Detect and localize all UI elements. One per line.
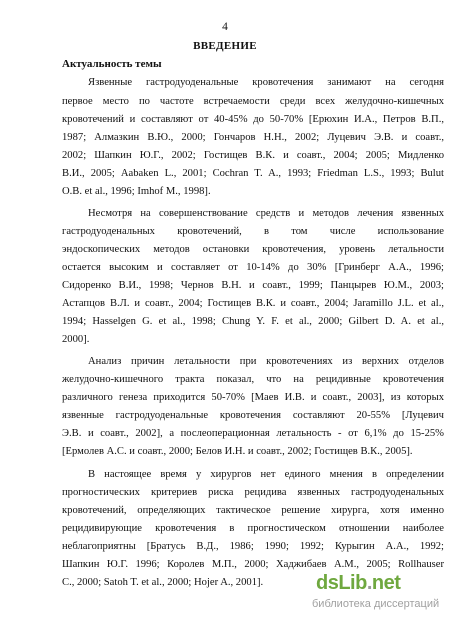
- section-heading: ВВЕДЕНИЕ: [193, 40, 257, 52]
- text-line: O.B. et al., 1996; Imhof M., 1998].: [62, 186, 211, 197]
- text-line: Анализ причин летальности при кровотечениях из верхних отделов: [88, 356, 444, 367]
- text-line: кровотечений и составляют от 40-45% до 50-70% [Ерюхин И.А., Петров В.П.,: [62, 114, 444, 125]
- watermark-logo: dsLib.net: [316, 572, 401, 594]
- text-line: Несмотря на совершенствование средств и методов лечения язвенных: [88, 208, 444, 219]
- text-line: желудочно-кишечного тракта показал, что на рецидивные кровотечения: [62, 374, 444, 385]
- text-line: Астапцов В.Л. и соавт., 2004; Гостищев В.К. и соавт., 2004; Jaramillo J.L. et al.,: [62, 298, 444, 309]
- text-line: гастродуоденальных кровотечений, в том числе использование: [62, 226, 444, 237]
- watermark-subtitle: библиотека диссертаций: [312, 598, 440, 610]
- text-line: 2000].: [62, 334, 90, 345]
- text-line: В.И., 2005; Aabaken L., 2001; Cochran T. A., 1993; Friedman L.S., 1993; Bulut: [62, 168, 444, 179]
- text-line: В настоящее время у хирургов нет единого мнения в определении: [88, 469, 444, 480]
- text-line: 1994; Hasselgen G. et al., 1998; Chung Y. F. et al., 2000; Gilbert D. A. et al.,: [62, 316, 444, 327]
- text-line: Язвенные гастродуоденальные кровотечения занимают на сегодня: [88, 77, 444, 88]
- text-line: различного генеза приходится 50-70% [Маев И.В. и соавт., 2003], из которых: [62, 392, 444, 403]
- text-line: эндоскопических методов остановки кровотечения, уровень летальности: [62, 244, 444, 255]
- text-line: [Ермолев А.С. и соавт., 2000; Белов И.Н. и соавт., 2002; Гостищев В.К., 2005].: [62, 446, 413, 457]
- text-line: Шапкин Ю.Г. 1996; Королев М.П., 2000; Хаджибаев А.М., 2005; Rollhauser: [62, 559, 444, 570]
- text-line: Сидоренко В.И., 1998; Чернов В.Н. и соавт., 1999; Панцырев Ю.М., 2003;: [62, 280, 444, 291]
- text-line: рецидивирующие кровотечения в прогностическом отношении наиболее: [62, 523, 444, 534]
- text-line: прогностических критериев риска рецидива язвенных гастродуоденальных: [62, 487, 444, 498]
- text-line: остается высоким и составляет от 10-14% до 30% [Гринберг А.А., 1996;: [62, 262, 444, 273]
- text-line: язвенные гастродуоденальные кровотечения составляют 20-55% [Луцевич: [62, 410, 444, 421]
- text-line: Э.В. и соавт., 2002], а послеоперационная летальность - от 6,1% до 15-25%: [62, 428, 444, 439]
- text-line: C., 2000; Satoh T. et al., 2000; Hojer A., 2001].: [62, 577, 264, 588]
- text-line: первое место по частоте встречаемости среди всех желудочно-кишечных: [62, 96, 444, 107]
- text-line: 2002; Шапкин Ю.Г., 2002; Гостищев В.К. и соавт., 2004; 2005; Мидленко: [62, 150, 444, 161]
- page-number: 4: [222, 21, 228, 33]
- text-line: 1987; Алмазкин В.Ю., 2000; Гончаров Н.Н., 2002; Луцевич Э.В. и соавт.,: [62, 132, 444, 143]
- text-line: неблагоприятны [Братусь В.Д., 1986; 1990; 1992; Курыгин А.А., 1992;: [62, 541, 444, 552]
- watermark: [312, 570, 450, 620]
- text-line: кровотечений, определяющих тактическое решение хирурга, хотя именно: [62, 505, 444, 516]
- subsection-heading: Актуальность темы: [62, 58, 162, 70]
